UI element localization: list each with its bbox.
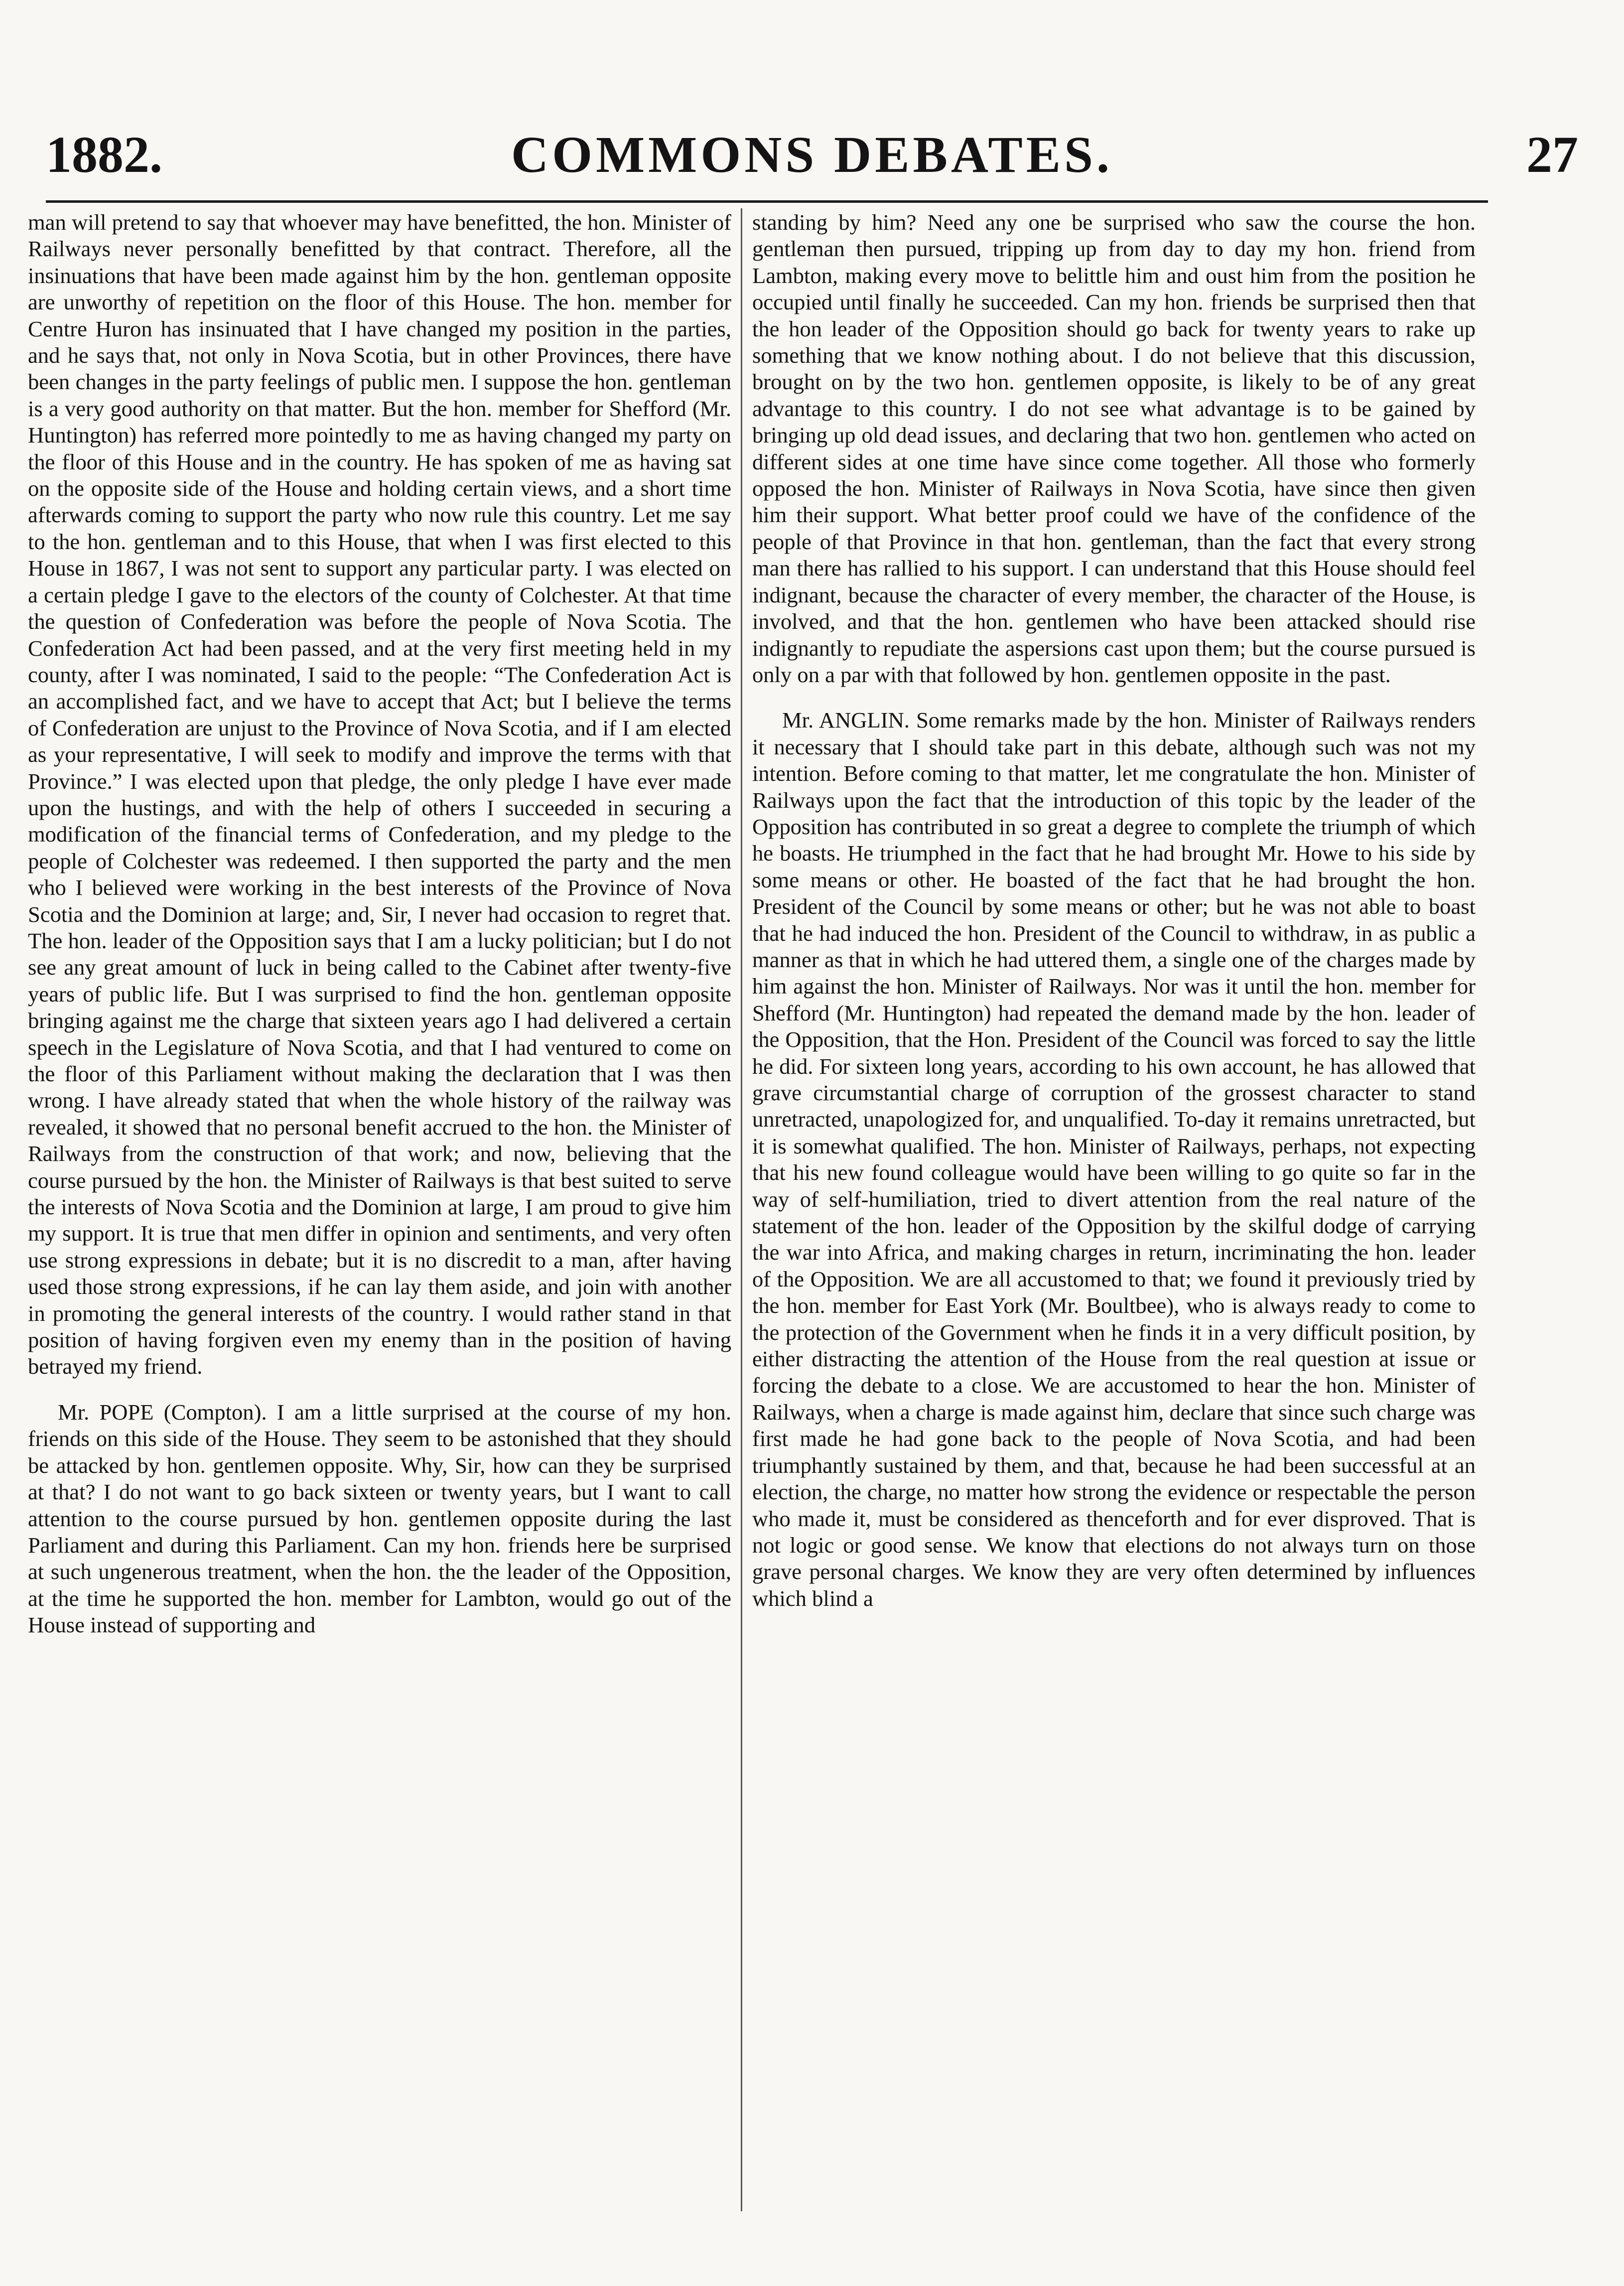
speech-pope: Mr. POPE (Compton). I am a little surprised at the course of my hon. friends on this side of the House. They seem to be astonished that they should be attacked by hon. gentlemen opposite. Why, Sir, how can they be surprised at that? I do not want to go back sixteen or twenty years, but I want to call attention to the course pursued by hon. gentlemen opposite during the last Parliament and during this Parliament. Can my hon. friends here be surprised at such ungenerous treatment, when the hon. the the leader of the Opposition, at the time he supported the hon. member for Lambton, would go out of the House instead of supporting and: [28, 1399, 731, 1638]
column-divider: [741, 208, 742, 2211]
left-column: [28, 209, 731, 1639]
running-header: [46, 118, 1578, 192]
paragraph-continued-right: standing by him? Need any one be surprised who saw the course the hon. gentleman then pursued, tripping up from day to day my hon. friend from Lambton, making every move to belittle him and oust him from the position he occupied until finally he succeeded. Can my hon. friends be surprised then that the hon leader of the Opposition should go back for twenty years to rake up something that we know nothing about. I do not believe that this discussion, brought on by the two hon. gentlemen opposite, is likely to be of any great advantage to this country. I do not see what advantage is to be gained by bringing up old dead issues, and declaring that two hon. gentlemen who acted on different sides at one time have since come together. All those who formerly opposed the hon. Minister of Railways in Nova Scotia, have since then given him their support. What better proof could we have of the confidence of the people of that Province in that hon. gentleman, than the fact that every strong man there has rallied to his support. I can understand that this House should feel indignant, because the character of every member, the character of the House, is involved, and that the hon. gentlemen who have been attacked should rise indignantly to repudiate the aspersions cast upon them; but the course pursued is only on a par with that followed by hon. gentlemen opposite in the past.: [752, 210, 1476, 687]
paragraph-gap: [752, 688, 1476, 707]
paragraph-continued: man will pretend to say that whoever may have benefitted, the hon. Minister of Railways never personally benefitted by that contract. Therefore, all the insinuations that have been made against him by the hon. gentleman opposite are unworthy of repetition on the floor of this House. The hon. member for Centre Huron has insinuated that I have changed my position in the parties, and he says that, not only in Nova Scotia, but in other Provinces, there have been changes in the party feelings of public men. I suppose the hon. gentleman is a very good authority on that matter. But the hon. member for Shefford (Mr. Huntington) has referred more pointedly to me as having changed my party on the floor of this House and in the country. He has spoken of me as having sat on the opposite side of the House and holding certain views, and a short time afterwards coming to support the party who now rule this country. Let me say to the hon. gentleman and to this House, that when I was first elected to this House in 1867, I was not sent to support any particular party. I was elected on a certain pledge I gave to the electors of the county of Colchester. At that time the question of Confederation was before the people of Nova Scotia. The Confederation Act had been passed, and at the very first meeting held in my county, after I was nominated, I said to the people: “The Confederation Act is an accomplished fact, and we have to accept that Act; but I believe the terms of Confederation are unjust to the Province of Nova Scotia, and if I am elected as your representative, I will seek to modify and improve the terms with that Province.” I was elected upon that pledge, the only pledge I have ever made upon the hustings, and with the help of others I succeeded in securing a modification of the financial terms of Confederation, and my pledge to the people of Colchester was redeemed. I then supported the party and the men who I believed were working in the best interests of the Province of Nova Scotia and the Dominion at large; and, Sir, I never had occasion to regret that. The hon. leader of the Opposition says that I am a lucky politician; but I do not see any great amount of luck in being called to the Cabinet after twenty-five years of public life. But I was surprised to find the hon. gentleman opposite bringing against me the charge that sixteen years ago I had delivered a certain speech in the Legislature of Nova Scotia, and that I had ventured to come on the floor of this Parliament without making the declaration that I was then wrong. I have already stated that when the whole history of the railway was revealed, it showed that no personal benefit accrued to the hon. the Minister of Railways from the construction of that work; and now, believing that the course pursued by the hon. the Minister of Railways is that best suited to serve the interests of Nova Scotia and the Dominion at large, I am proud to give him my support. It is true that men differ in opinion and sentiments, and very often use strong expressions in debate; but it is no discredit to a man, after having used those strong expressions, if he can lay them aside, and join with another in promoting the general interests of the country. I would rather stand in that position of having forgiven even my enemy than in the position of having betrayed my friend.: [28, 210, 731, 1379]
page-number: 27: [1526, 126, 1578, 183]
header-year: 1882.: [46, 126, 162, 183]
speech-anglin: Mr. ANGLIN. Some remarks made by the hon. Minister of Railways renders it necessary that I should take part in this debate, although such was not my intention. Before coming to that matter, let me congratulate the hon. Minister of Railways upon the fact that the introduction of this topic by the leader of the Opposition has contributed in so great a degree to complete the triumph of which he boasts. He triumphed in the fact that he had brought Mr. Howe to his side by some means or other. He boasted of the fact that he had brought the hon. President of the Council by some means or other; but he was not able to boast that he had induced the hon. President of the Council to withdraw, in as public a manner as that in which he had uttered them, a single one of the charges made by him against the hon. Minister of Railways. Nor was it until the hon. member for Shefford (Mr. Huntington) had repeated the demand made by the hon. leader of the Opposition, that the Hon. President of the Council was forced to say the little he did. For sixteen long years, according to his own account, he has allowed that grave circumstantial charge of corruption of the grossest character to stand unretracted, unapologized for, and unqualified. To-day it remains unretracted, but it is somewhat qualified. The hon. Minister of Railways, perhaps, not expecting that his new found colleague would have been willing to go quite so far in the way of self-humiliation, tried to divert attention from the real nature of the statement of the hon. leader of the Opposition by the skilful dodge of carrying the war into Africa, and making charges in return, incriminating the hon. leader of the Opposition. We are all accustomed to that; we found it previously tried by the hon. member for East York (Mr. Boultbee), who is always ready to come to the protection of the Government when he finds it in a very difficult position, by either distracting the attention of the House from the real question at issue or forcing the debate to a close. We are accustomed to hear the hon. Minister of Railways, when a charge is made against him, declare that since such charge was first made he had gone back to the people of Nova Scotia, and had been triumphantly sustained by them, and that, because he had been successful at an election, the charge, no matter how strong the evidence or respectable the person who made it, must be considered as thenceforth and for ever disproved. That is not logic or good sense. We know that elections do not always turn on those grave personal charges. We know they are very often determined by influences which blind a: [752, 708, 1476, 1611]
header-rule: [46, 200, 1488, 203]
right-column: [752, 209, 1476, 1612]
journal-title: COMMONS DEBATES.: [511, 126, 1113, 183]
paragraph-gap: [28, 1380, 731, 1399]
